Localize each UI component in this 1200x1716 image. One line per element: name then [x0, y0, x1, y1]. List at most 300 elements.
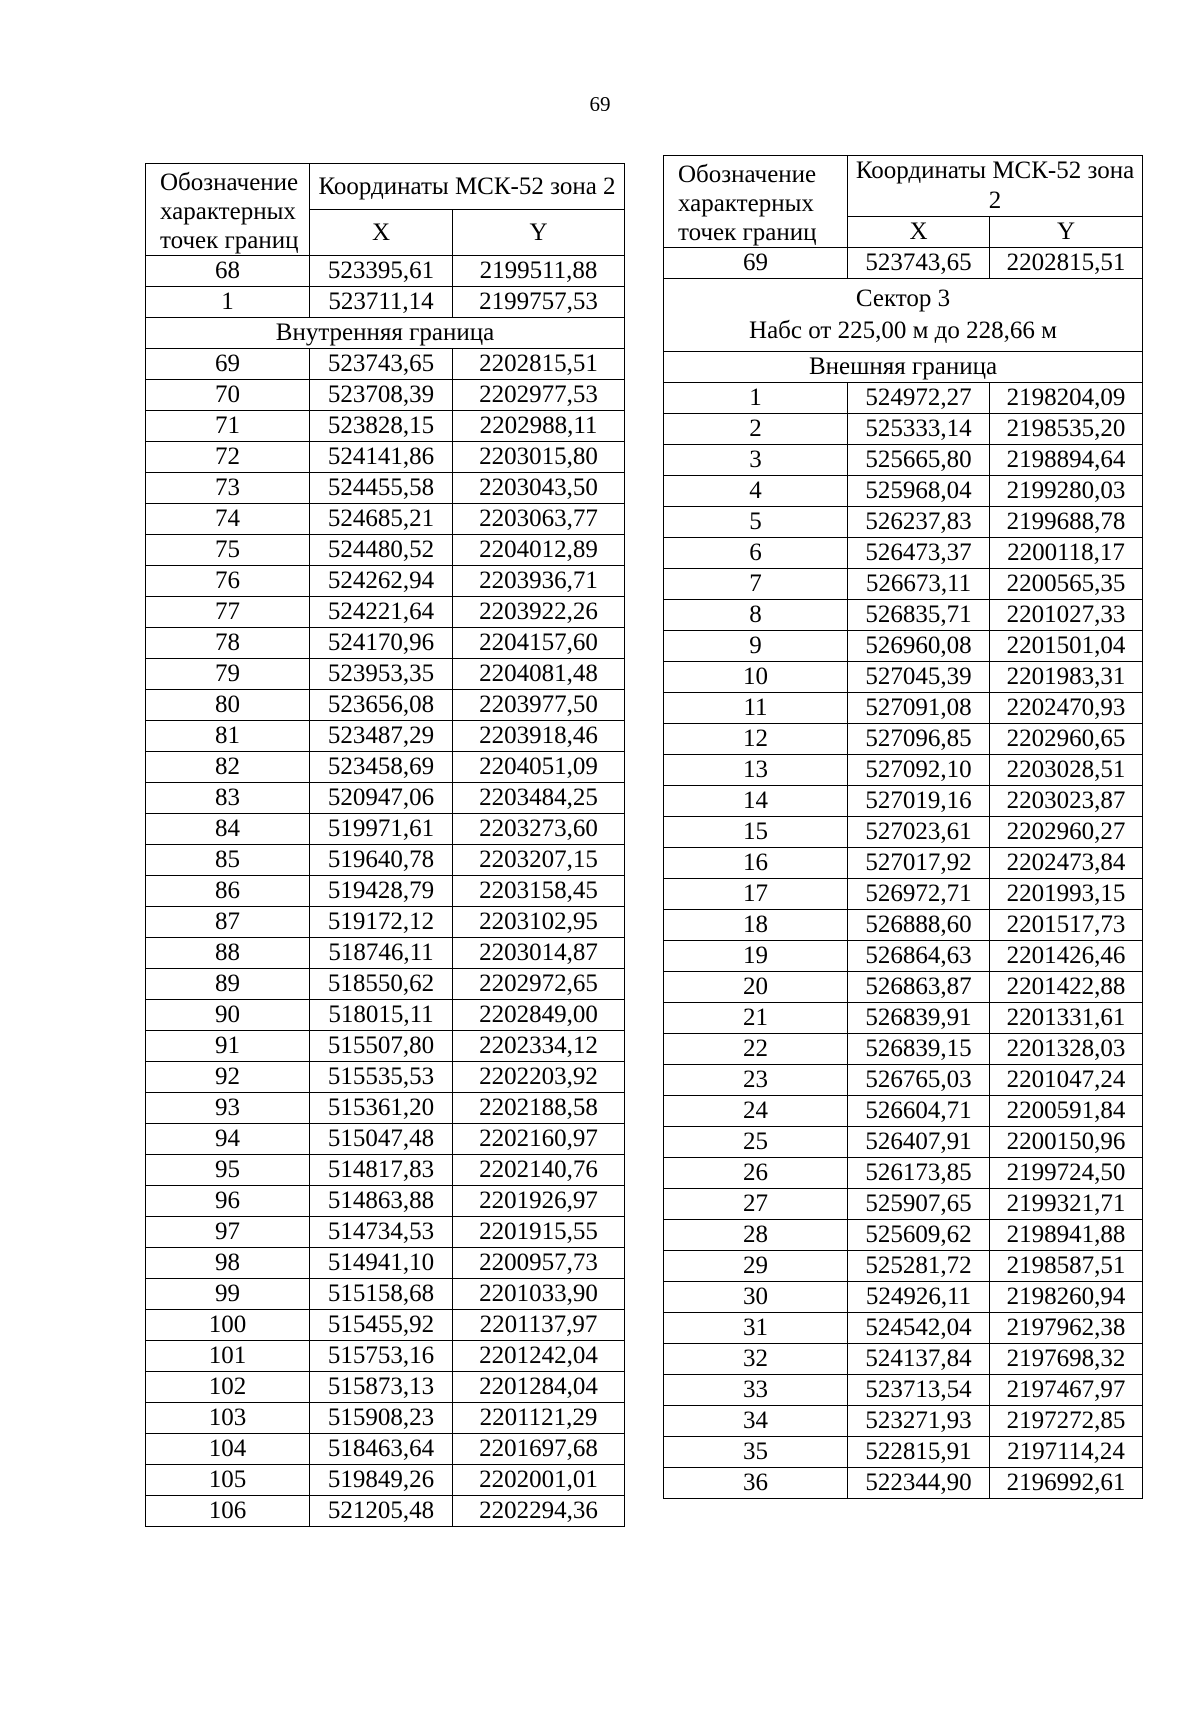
table-row	[664, 1003, 1143, 1034]
point-cell: 90	[146, 1000, 310, 1031]
x-cell: 524262,94	[310, 566, 453, 597]
table-row	[146, 1496, 625, 1527]
table-body-top	[664, 248, 1143, 279]
point-cell: 20	[664, 972, 848, 1003]
point-cell: 8	[664, 600, 848, 631]
y-cell: 2202203,92	[453, 1062, 625, 1093]
y-cell: 2203918,46	[453, 721, 625, 752]
x-cell: 526839,91	[848, 1003, 990, 1034]
table-row	[146, 349, 625, 380]
section-row-group	[146, 318, 625, 349]
table-row	[664, 1437, 1143, 1468]
table-row	[146, 783, 625, 814]
y-cell: 2202294,36	[453, 1496, 625, 1527]
x-column-header: X	[310, 210, 453, 256]
y-cell: 2203273,60	[453, 814, 625, 845]
x-cell: 514863,88	[310, 1186, 453, 1217]
x-cell: 523271,93	[848, 1406, 990, 1437]
x-cell: 525907,65	[848, 1189, 990, 1220]
coordinates-table-right	[663, 155, 1143, 1499]
sector-heading	[664, 279, 1143, 352]
point-cell: 71	[146, 411, 310, 442]
y-cell: 2204081,48	[453, 659, 625, 690]
x-cell: 526173,85	[848, 1158, 990, 1189]
x-cell: 515908,23	[310, 1403, 453, 1434]
y-cell: 2201422,88	[990, 972, 1143, 1003]
coordinates-header: Координаты МСК-52 зона 2	[310, 164, 625, 210]
point-cell: 106	[146, 1496, 310, 1527]
point-cell: 84	[146, 814, 310, 845]
y-cell: 2199280,03	[990, 476, 1143, 507]
coordinates-table-left	[145, 163, 625, 1527]
table-row	[146, 969, 625, 1000]
x-cell: 522344,90	[848, 1468, 990, 1499]
coordinates-header: Координаты МСК-52 зона 2	[848, 156, 1143, 217]
table-row	[664, 1034, 1143, 1065]
y-cell: 2203063,77	[453, 504, 625, 535]
y-cell: 2200591,84	[990, 1096, 1143, 1127]
point-cell: 15	[664, 817, 848, 848]
y-cell: 2201926,97	[453, 1186, 625, 1217]
point-cell: 19	[664, 941, 848, 972]
x-cell: 519640,78	[310, 845, 453, 876]
table-row	[664, 507, 1143, 538]
y-cell: 2198941,88	[990, 1220, 1143, 1251]
point-cell: 1	[146, 287, 310, 318]
x-cell: 527045,39	[848, 662, 990, 693]
y-cell: 2199757,53	[453, 287, 625, 318]
table-row	[664, 445, 1143, 476]
table-row	[146, 628, 625, 659]
point-cell: 70	[146, 380, 310, 411]
x-cell: 520947,06	[310, 783, 453, 814]
y-cell: 2203014,87	[453, 938, 625, 969]
point-cell: 92	[146, 1062, 310, 1093]
table-row	[146, 442, 625, 473]
table-row	[664, 383, 1143, 414]
x-cell: 524141,86	[310, 442, 453, 473]
point-cell: 103	[146, 1403, 310, 1434]
table-row	[146, 411, 625, 442]
y-cell: 2197698,32	[990, 1344, 1143, 1375]
y-cell: 2201501,04	[990, 631, 1143, 662]
point-cell: 32	[664, 1344, 848, 1375]
x-cell: 515361,20	[310, 1093, 453, 1124]
point-cell: 12	[664, 724, 848, 755]
x-cell: 519971,61	[310, 814, 453, 845]
point-cell: 35	[664, 1437, 848, 1468]
table-row	[664, 1065, 1143, 1096]
x-cell: 526839,15	[848, 1034, 990, 1065]
x-cell: 523743,65	[848, 248, 990, 279]
y-cell: 2203977,50	[453, 690, 625, 721]
table-row	[146, 256, 625, 287]
x-cell: 524455,58	[310, 473, 453, 504]
point-cell: 69	[664, 248, 848, 279]
table-row	[146, 938, 625, 969]
table-row	[664, 1406, 1143, 1437]
point-cell: 1	[664, 383, 848, 414]
table-row	[146, 1279, 625, 1310]
y-cell: 2203028,51	[990, 755, 1143, 786]
y-cell: 2203102,95	[453, 907, 625, 938]
y-cell: 2202977,53	[453, 380, 625, 411]
point-cell: 97	[146, 1217, 310, 1248]
table-row	[664, 1251, 1143, 1282]
point-cell: 104	[146, 1434, 310, 1465]
point-cell: 9	[664, 631, 848, 662]
y-cell: 2197962,38	[990, 1313, 1143, 1344]
point-cell: 82	[146, 752, 310, 783]
point-cell: 17	[664, 879, 848, 910]
y-cell: 2202473,84	[990, 848, 1143, 879]
x-cell: 518746,11	[310, 938, 453, 969]
table-row	[664, 786, 1143, 817]
x-cell: 519172,12	[310, 907, 453, 938]
table-row	[146, 1217, 625, 1248]
table-row	[146, 752, 625, 783]
point-cell: 26	[664, 1158, 848, 1189]
x-cell: 524137,84	[848, 1344, 990, 1375]
point-cell: 95	[146, 1155, 310, 1186]
x-cell: 525333,14	[848, 414, 990, 445]
y-cell: 2199724,50	[990, 1158, 1143, 1189]
x-cell: 519428,79	[310, 876, 453, 907]
point-cell: 98	[146, 1248, 310, 1279]
x-cell: 524972,27	[848, 383, 990, 414]
table-row	[146, 814, 625, 845]
x-cell: 523458,69	[310, 752, 453, 783]
x-cell: 527019,16	[848, 786, 990, 817]
y-cell: 2202960,65	[990, 724, 1143, 755]
point-cell: 16	[664, 848, 848, 879]
x-cell: 524170,96	[310, 628, 453, 659]
sector-row-group	[664, 279, 1143, 383]
y-cell: 2203484,25	[453, 783, 625, 814]
x-cell: 518550,62	[310, 969, 453, 1000]
point-cell: 94	[146, 1124, 310, 1155]
y-cell: 2202001,01	[453, 1465, 625, 1496]
table-row	[146, 1124, 625, 1155]
x-cell: 523708,39	[310, 380, 453, 411]
y-cell: 2202988,11	[453, 411, 625, 442]
y-cell: 2204157,60	[453, 628, 625, 659]
table-row	[664, 248, 1143, 279]
table-row	[664, 569, 1143, 600]
x-cell: 515753,16	[310, 1341, 453, 1372]
x-cell: 524221,64	[310, 597, 453, 628]
table-row	[664, 1468, 1143, 1499]
point-cell: 31	[664, 1313, 848, 1344]
x-cell: 515507,80	[310, 1031, 453, 1062]
x-cell: 524685,21	[310, 504, 453, 535]
y-cell: 2199321,71	[990, 1189, 1143, 1220]
y-cell: 2198587,51	[990, 1251, 1143, 1282]
x-cell: 527023,61	[848, 817, 990, 848]
point-cell: 10	[664, 662, 848, 693]
table-row	[664, 631, 1143, 662]
y-cell: 2197114,24	[990, 1437, 1143, 1468]
x-cell: 515158,68	[310, 1279, 453, 1310]
point-cell: 77	[146, 597, 310, 628]
y-cell: 2202334,12	[453, 1031, 625, 1062]
table-row	[664, 1375, 1143, 1406]
y-cell: 2198894,64	[990, 445, 1143, 476]
section-title: Внутренняя граница	[146, 318, 625, 349]
table-row	[146, 473, 625, 504]
table-row	[146, 504, 625, 535]
y-cell: 2200957,73	[453, 1248, 625, 1279]
table-row	[146, 380, 625, 411]
point-cell: 83	[146, 783, 310, 814]
point-cell: 86	[146, 876, 310, 907]
x-cell: 526960,08	[848, 631, 990, 662]
table-row	[664, 755, 1143, 786]
table-row	[146, 1000, 625, 1031]
table-row	[146, 1310, 625, 1341]
y-cell: 2196992,61	[990, 1468, 1143, 1499]
section-title: Внешняя граница	[664, 352, 1143, 383]
point-cell: 68	[146, 256, 310, 287]
point-cell: 29	[664, 1251, 848, 1282]
table-row	[146, 721, 625, 752]
table-row	[664, 538, 1143, 569]
point-cell: 80	[146, 690, 310, 721]
y-cell: 2201121,29	[453, 1403, 625, 1434]
point-cell: 11	[664, 693, 848, 724]
x-cell: 524542,04	[848, 1313, 990, 1344]
x-cell: 519849,26	[310, 1465, 453, 1496]
table-row	[146, 1465, 625, 1496]
point-cell: 21	[664, 1003, 848, 1034]
y-cell: 2203158,45	[453, 876, 625, 907]
point-cell: 87	[146, 907, 310, 938]
x-cell: 527092,10	[848, 755, 990, 786]
point-cell: 91	[146, 1031, 310, 1062]
y-cell: 2201328,03	[990, 1034, 1143, 1065]
y-column-header: Y	[453, 210, 625, 256]
y-cell: 2201983,31	[990, 662, 1143, 693]
y-cell: 2200118,17	[990, 538, 1143, 569]
points-column-header: Обозначение характерных точек границ	[146, 164, 310, 256]
x-cell: 526835,71	[848, 600, 990, 631]
y-cell: 2201033,90	[453, 1279, 625, 1310]
y-cell: 2201915,55	[453, 1217, 625, 1248]
point-cell: 30	[664, 1282, 848, 1313]
y-cell: 2202815,51	[453, 349, 625, 380]
y-cell: 2203207,15	[453, 845, 625, 876]
y-cell: 2199688,78	[990, 507, 1143, 538]
table-row	[146, 876, 625, 907]
point-cell: 7	[664, 569, 848, 600]
point-cell: 3	[664, 445, 848, 476]
y-cell: 2201331,61	[990, 1003, 1143, 1034]
point-cell: 88	[146, 938, 310, 969]
table-row	[664, 1313, 1143, 1344]
table-row	[664, 1189, 1143, 1220]
y-column-header: Y	[990, 217, 1143, 248]
table-row	[664, 1282, 1143, 1313]
table-row	[664, 662, 1143, 693]
table-header	[146, 164, 625, 256]
x-cell: 525665,80	[848, 445, 990, 476]
point-cell: 101	[146, 1341, 310, 1372]
x-cell: 515873,13	[310, 1372, 453, 1403]
table-row	[664, 848, 1143, 879]
point-cell: 96	[146, 1186, 310, 1217]
x-cell: 525609,62	[848, 1220, 990, 1251]
table-row	[664, 1220, 1143, 1251]
table-row	[146, 1403, 625, 1434]
table-row	[146, 690, 625, 721]
table-row	[664, 817, 1143, 848]
table-row	[146, 1031, 625, 1062]
y-cell: 2201047,24	[990, 1065, 1143, 1096]
table-row	[146, 1248, 625, 1279]
table-row	[146, 659, 625, 690]
point-cell: 69	[146, 349, 310, 380]
x-cell: 527017,92	[848, 848, 990, 879]
point-cell: 25	[664, 1127, 848, 1158]
point-cell: 13	[664, 755, 848, 786]
point-cell: 33	[664, 1375, 848, 1406]
table-row	[664, 1344, 1143, 1375]
x-cell: 523487,29	[310, 721, 453, 752]
x-cell: 524480,52	[310, 535, 453, 566]
table-row	[146, 1434, 625, 1465]
x-cell: 524926,11	[848, 1282, 990, 1313]
table-body	[146, 349, 625, 1527]
y-cell: 2203043,50	[453, 473, 625, 504]
point-cell: 74	[146, 504, 310, 535]
y-cell: 2199511,88	[453, 256, 625, 287]
point-cell: 78	[146, 628, 310, 659]
table-body-top	[146, 256, 625, 318]
table-row	[664, 941, 1143, 972]
point-cell: 5	[664, 507, 848, 538]
x-cell: 525281,72	[848, 1251, 990, 1282]
y-cell: 2201027,33	[990, 600, 1143, 631]
y-cell: 2201242,04	[453, 1341, 625, 1372]
x-cell: 523743,65	[310, 349, 453, 380]
table-row	[146, 1341, 625, 1372]
point-cell: 2	[664, 414, 848, 445]
x-cell: 521205,48	[310, 1496, 453, 1527]
table-row	[146, 1093, 625, 1124]
point-cell: 18	[664, 910, 848, 941]
point-cell: 4	[664, 476, 848, 507]
x-cell: 523711,14	[310, 287, 453, 318]
table-body	[664, 383, 1143, 1499]
point-cell: 73	[146, 473, 310, 504]
x-cell: 515047,48	[310, 1124, 453, 1155]
y-cell: 2197467,97	[990, 1375, 1143, 1406]
y-cell: 2202960,27	[990, 817, 1143, 848]
y-cell: 2202972,65	[453, 969, 625, 1000]
table-row	[146, 1186, 625, 1217]
y-cell: 2201697,68	[453, 1434, 625, 1465]
y-cell: 2203015,80	[453, 442, 625, 473]
table-row	[664, 414, 1143, 445]
y-cell: 2202140,76	[453, 1155, 625, 1186]
table-row	[146, 1062, 625, 1093]
y-cell: 2198204,09	[990, 383, 1143, 414]
point-cell: 99	[146, 1279, 310, 1310]
point-cell: 6	[664, 538, 848, 569]
x-cell: 523395,61	[310, 256, 453, 287]
page-number: 69	[589, 92, 611, 116]
table-row	[146, 597, 625, 628]
table-row	[146, 535, 625, 566]
x-cell: 526972,71	[848, 879, 990, 910]
y-cell: 2197272,85	[990, 1406, 1143, 1437]
x-column-header: X	[848, 217, 990, 248]
table-row	[664, 879, 1143, 910]
x-cell: 526407,91	[848, 1127, 990, 1158]
x-cell: 526604,71	[848, 1096, 990, 1127]
table-row	[664, 476, 1143, 507]
x-cell: 514817,83	[310, 1155, 453, 1186]
y-cell: 2204012,89	[453, 535, 625, 566]
y-cell: 2201284,04	[453, 1372, 625, 1403]
table-row	[664, 910, 1143, 941]
point-cell: 23	[664, 1065, 848, 1096]
x-cell: 523656,08	[310, 690, 453, 721]
point-cell: 89	[146, 969, 310, 1000]
table-row	[146, 907, 625, 938]
y-cell: 2203922,26	[453, 597, 625, 628]
y-cell: 2200150,96	[990, 1127, 1143, 1158]
x-cell: 523828,15	[310, 411, 453, 442]
x-cell: 515455,92	[310, 1310, 453, 1341]
y-cell: 2201517,73	[990, 910, 1143, 941]
x-cell: 527096,85	[848, 724, 990, 755]
y-cell: 2202815,51	[990, 248, 1143, 279]
y-cell: 2202188,58	[453, 1093, 625, 1124]
x-cell: 525968,04	[848, 476, 990, 507]
point-cell: 76	[146, 566, 310, 597]
x-cell: 518015,11	[310, 1000, 453, 1031]
x-cell: 526864,63	[848, 941, 990, 972]
x-cell: 523713,54	[848, 1375, 990, 1406]
sector-title: Сектор 3	[855, 285, 951, 312]
y-cell: 2202160,97	[453, 1124, 625, 1155]
x-cell: 518463,64	[310, 1434, 453, 1465]
point-cell: 22	[664, 1034, 848, 1065]
point-cell: 105	[146, 1465, 310, 1496]
y-cell: 2201137,97	[453, 1310, 625, 1341]
point-cell: 28	[664, 1220, 848, 1251]
point-cell: 81	[146, 721, 310, 752]
table-row	[664, 724, 1143, 755]
y-cell: 2198260,94	[990, 1282, 1143, 1313]
point-cell: 36	[664, 1468, 848, 1499]
table-row	[664, 1096, 1143, 1127]
y-cell: 2203023,87	[990, 786, 1143, 817]
x-cell: 523953,35	[310, 659, 453, 690]
x-cell: 526863,87	[848, 972, 990, 1003]
point-cell: 14	[664, 786, 848, 817]
x-cell: 515535,53	[310, 1062, 453, 1093]
table-header	[664, 156, 1143, 248]
table-row	[146, 845, 625, 876]
x-cell: 526888,60	[848, 910, 990, 941]
x-cell: 526673,11	[848, 569, 990, 600]
y-cell: 2201426,46	[990, 941, 1143, 972]
y-cell: 2198535,20	[990, 414, 1143, 445]
point-cell: 27	[664, 1189, 848, 1220]
x-cell: 526473,37	[848, 538, 990, 569]
